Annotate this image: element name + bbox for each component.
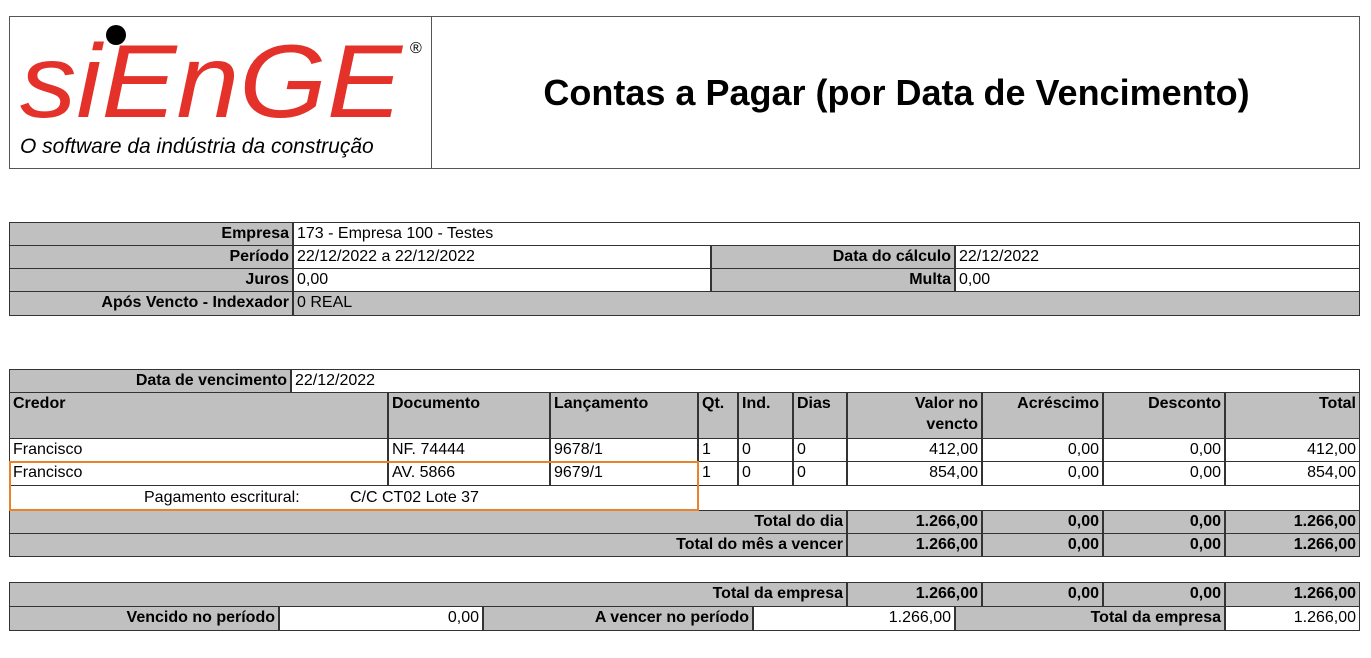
pagamento-value: C/C CT02 Lote 37 <box>350 489 479 506</box>
col-valor-line2: vencto <box>926 416 978 433</box>
cell-dias: 0 <box>793 461 847 486</box>
juros-value: 0,00 <box>293 268 711 292</box>
total-dia-desconto: 0,00 <box>1103 510 1225 534</box>
multa-value: 0,00 <box>955 268 1360 292</box>
cell-qt: 1 <box>698 461 738 486</box>
total-empresa-total: 1.266,00 <box>1225 582 1360 607</box>
empresa-label: Empresa <box>9 222 293 246</box>
total-empresa-value-2: 1.266,00 <box>1225 606 1360 631</box>
periodo-value: 22/12/2022 a 22/12/2022 <box>293 245 711 269</box>
periodo-label: Período <box>9 245 293 269</box>
cell-acrescimo: 0,00 <box>982 461 1103 486</box>
logo-text: siEnGE <box>20 24 404 131</box>
total-mes-desconto: 0,00 <box>1103 533 1225 557</box>
total-empresa-acrescimo: 0,00 <box>982 582 1103 607</box>
total-mes-acrescimo: 0,00 <box>982 533 1103 557</box>
cell-lancamento: 9678/1 <box>550 438 698 462</box>
total-dia-label: Total do dia <box>9 510 847 534</box>
cell-acrescimo: 0,00 <box>982 438 1103 462</box>
col-credor: Credor <box>9 392 388 439</box>
logo-tagline: O software da indústria da construção <box>20 135 374 158</box>
vencido-periodo-value: 0,00 <box>279 606 483 631</box>
juros-label: Juros <box>9 268 293 292</box>
total-mes-total: 1.266,00 <box>1225 533 1360 557</box>
col-ind: Ind. <box>738 392 793 439</box>
total-empresa-valor: 1.266,00 <box>847 582 982 607</box>
a-vencer-periodo-label: A vencer no período <box>483 606 753 631</box>
a-vencer-periodo-value: 1.266,00 <box>753 606 955 631</box>
total-empresa-desconto: 0,00 <box>1103 582 1225 607</box>
col-acrescimo: Acréscimo <box>982 392 1103 439</box>
sienge-logo <box>16 19 428 131</box>
indexador-label: Após Vencto - Indexador <box>9 291 293 316</box>
cell-qt: 1 <box>698 438 738 462</box>
registered-mark: ® <box>410 40 422 57</box>
cell-total: 854,00 <box>1225 461 1360 486</box>
cell-total: 412,00 <box>1225 438 1360 462</box>
col-dias: Dias <box>793 392 847 439</box>
total-mes-valor: 1.266,00 <box>847 533 982 557</box>
col-valor-vencto <box>847 392 982 439</box>
pagamento-escritural-row <box>9 485 1360 511</box>
empresa-value: 173 - Empresa 100 - Testes <box>293 222 1360 246</box>
total-empresa-label-2: Total da empresa <box>955 606 1225 631</box>
cell-valor: 412,00 <box>847 438 982 462</box>
total-dia-total: 1.266,00 <box>1225 510 1360 534</box>
total-dia-acrescimo: 0,00 <box>982 510 1103 534</box>
data-vencimento-label: Data de vencimento <box>9 369 291 393</box>
col-total: Total <box>1225 392 1360 439</box>
col-lancamento: Lançamento <box>550 392 698 439</box>
cell-desconto: 0,00 <box>1103 438 1225 462</box>
multa-label: Multa <box>711 268 955 292</box>
cell-ind: 0 <box>738 438 793 462</box>
data-vencimento-value: 22/12/2022 <box>291 369 1360 393</box>
report-title: Contas a Pagar (por Data de Vencimento) <box>543 71 1250 113</box>
total-mes-label: Total do mês a vencer <box>9 533 847 557</box>
col-desconto: Desconto <box>1103 392 1225 439</box>
report-header <box>9 16 1360 169</box>
total-dia-valor: 1.266,00 <box>847 510 982 534</box>
cell-documento: AV. 5866 <box>388 461 550 486</box>
indexador-value: 0 REAL <box>293 291 1360 316</box>
col-documento: Documento <box>388 392 550 439</box>
data-calculo-label: Data do cálculo <box>711 245 955 269</box>
pagamento-label: Pagamento escritural: <box>144 489 300 506</box>
total-empresa-label: Total da empresa <box>9 582 847 607</box>
cell-documento: NF. 74444 <box>388 438 550 462</box>
cell-lancamento: 9679/1 <box>550 461 698 486</box>
col-qt: Qt. <box>698 392 738 439</box>
cell-credor: Francisco <box>9 438 388 462</box>
cell-dias: 0 <box>793 438 847 462</box>
data-calculo-value: 22/12/2022 <box>955 245 1360 269</box>
col-valor-line1: Valor no <box>914 395 978 412</box>
cell-ind: 0 <box>738 461 793 486</box>
cell-credor: Francisco <box>9 461 388 486</box>
cell-valor: 854,00 <box>847 461 982 486</box>
vencido-periodo-label: Vencido no período <box>9 606 279 631</box>
cell-desconto: 0,00 <box>1103 461 1225 486</box>
